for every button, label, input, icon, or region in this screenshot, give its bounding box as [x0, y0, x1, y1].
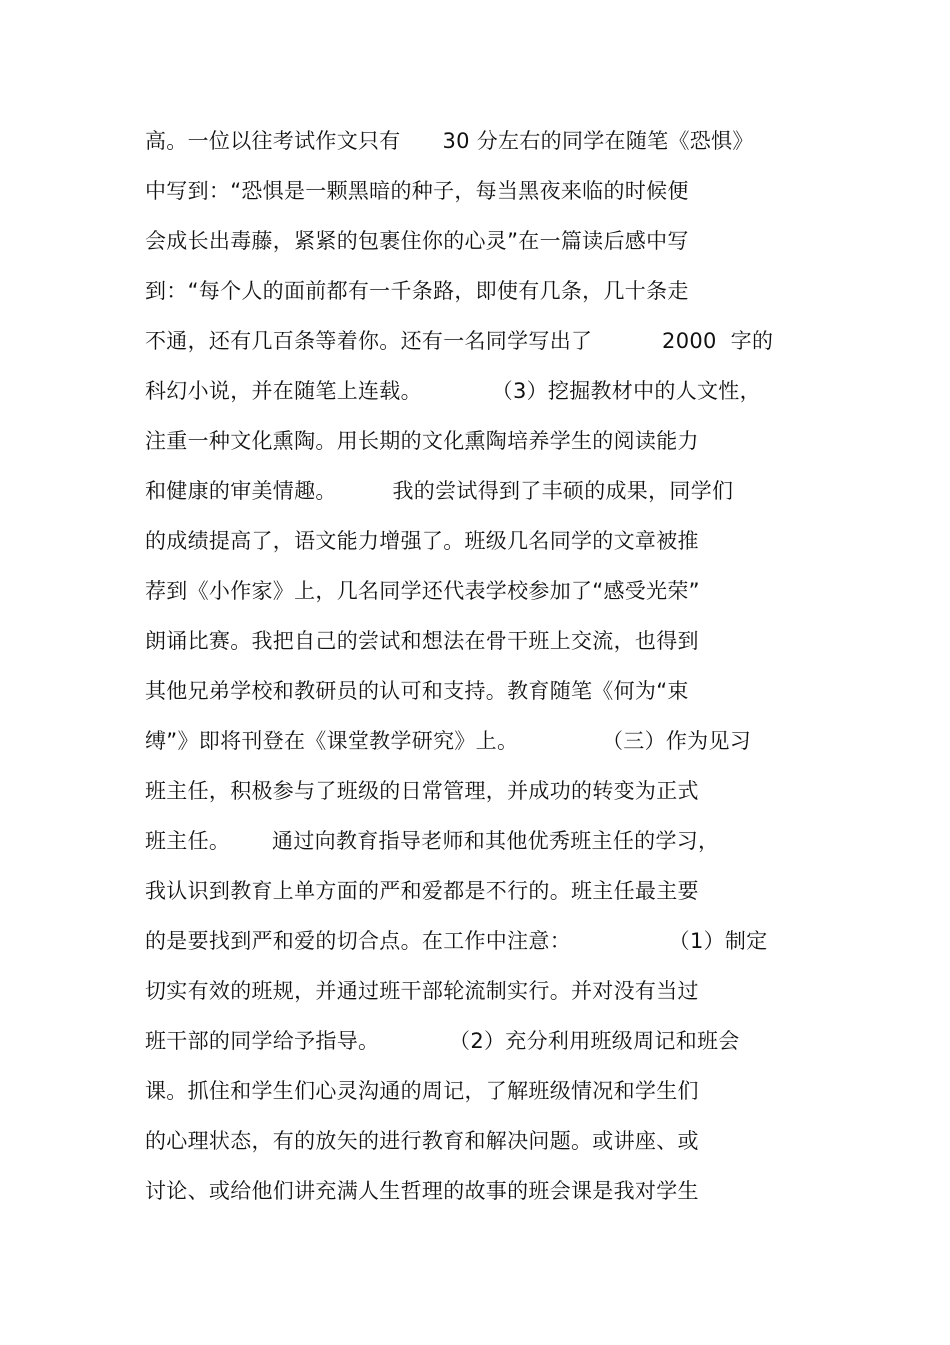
text-line-13: 缚”》即将刊登在《课堂教学研究》上。 （三）作为见习: [145, 729, 752, 753]
text-line-1: 高。一位以往考试作文只有 30 分左右的同学在随笔《恐惧》: [145, 129, 754, 153]
text-line-3: 会成长出毒藤，紧紧的包裹住你的心灵”在一篇读后感中写: [145, 229, 689, 253]
text-line-5: 不通，还有几百条等着你。还有一名同学写出了 2000 字的: [145, 329, 774, 353]
text-line-16: 我认识到教育上单方面的严和爱都是不行的。班主任最主要: [145, 879, 699, 903]
text-line-4: 到：“每个人的面前都有一千条路，即使有几条，几十条走: [145, 279, 689, 303]
text-line-12: 其他兄弟学校和教研员的认可和支持。教育随笔《何为“束: [145, 679, 689, 703]
text-line-8: 和健康的审美情趣。 我的尝试得到了丰硕的成果，同学们: [145, 479, 734, 503]
text-line-20: 课。抓住和学生们心灵沟通的周记，了解班级情况和学生们: [145, 1079, 699, 1103]
text-line-18: 切实有效的班规，并通过班干部轮流制实行。并对没有当过: [145, 979, 699, 1003]
text-line-19: 班干部的同学给予指导。 （2）充分利用班级周记和班会: [145, 1029, 740, 1053]
text-line-17: 的是要找到严和爱的切合点。在工作中注意： （1）制定: [145, 929, 768, 953]
text-line-11: 朗诵比赛。我把自己的尝试和想法在骨干班上交流，也得到: [145, 629, 699, 653]
text-line-22: 讨论、或给他们讲充满人生哲理的故事的班会课是我对学生: [145, 1179, 699, 1203]
text-line-2: 中写到：“恐惧是一颗黑暗的种子，每当黑夜来临的时候便: [145, 179, 689, 203]
text-line-6: 科幻小说，并在随笔上连载。 （3）挖掘教材中的人文性，: [145, 379, 761, 403]
text-line-9: 的成绩提高了，语文能力增强了。班级几名同学的文章被推: [145, 529, 699, 553]
text-line-10: 荐到《小作家》上，几名同学还代表学校参加了“感受光荣”: [145, 579, 700, 603]
text-line-14: 班主任，积极参与了班级的日常管理，并成功的转变为正式: [145, 779, 699, 803]
text-line-7: 注重一种文化熏陶。用长期的文化熏陶培养学生的阅读能力: [145, 429, 699, 453]
text-line-21: 的心理状态，有的放矢的进行教育和解决问题。或讲座、或: [145, 1129, 699, 1153]
text-line-15: 班主任。 通过向教育指导老师和其他优秀班主任的学习，: [145, 829, 720, 853]
